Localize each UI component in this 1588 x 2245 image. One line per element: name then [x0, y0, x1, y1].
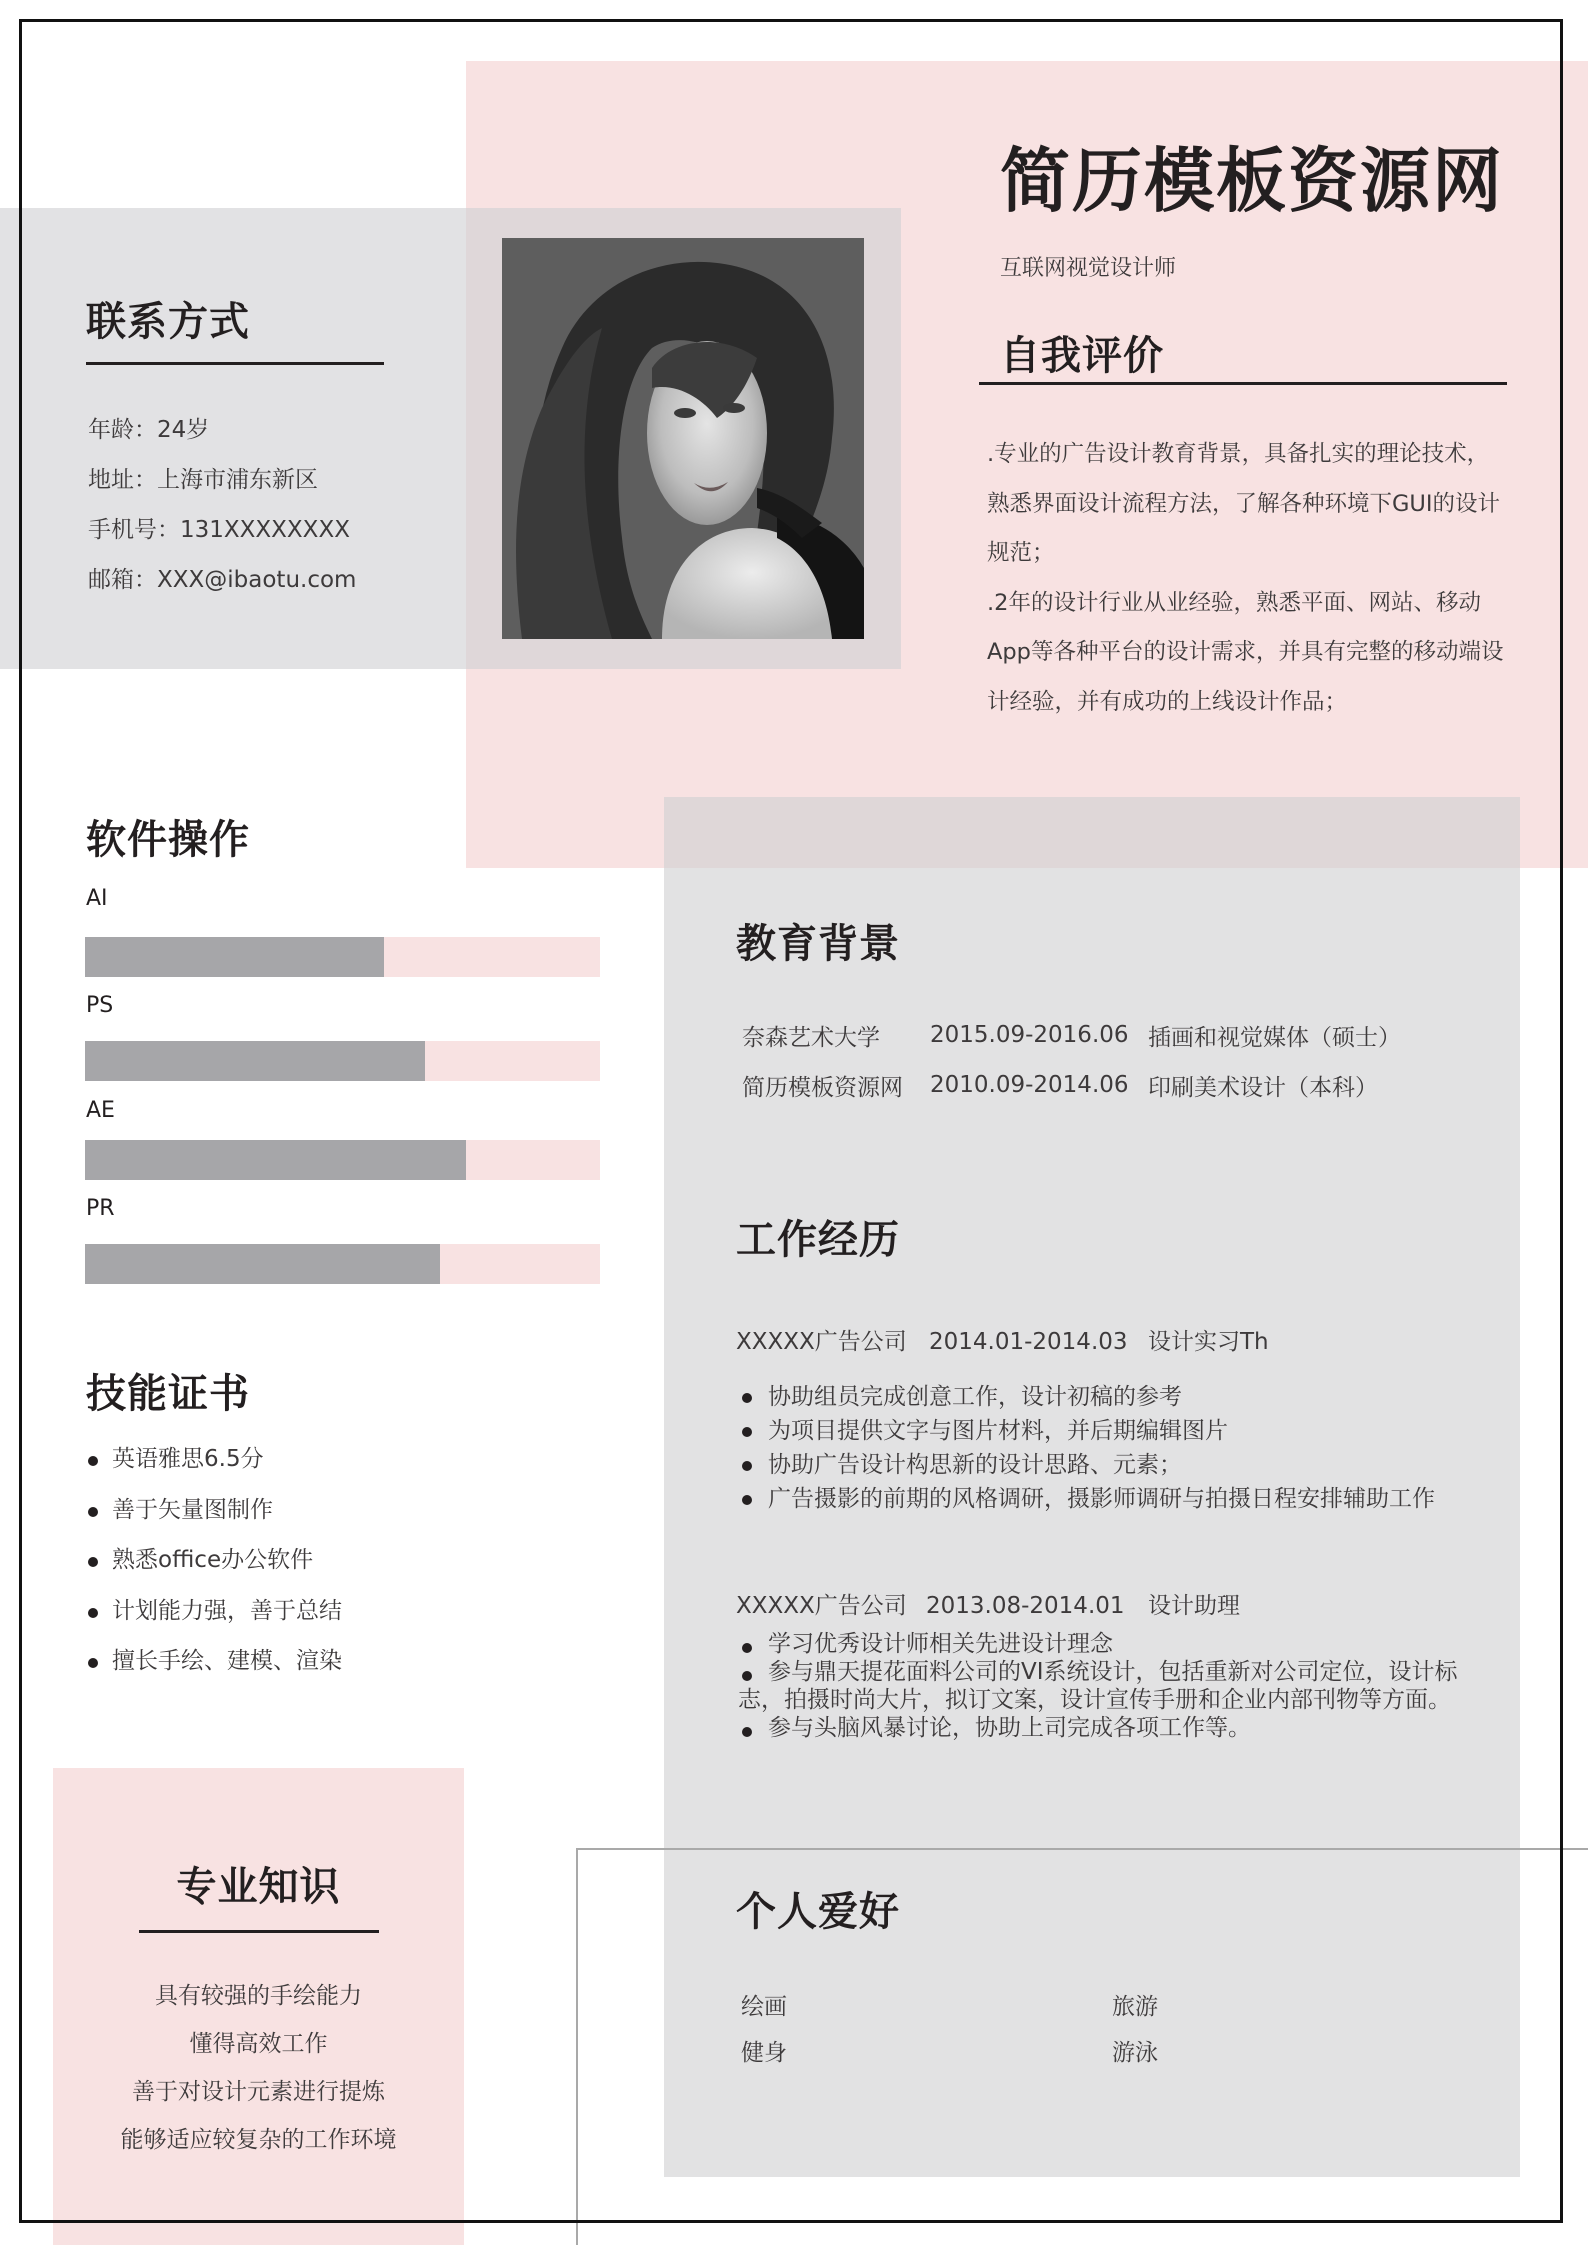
software-section-title: 软件操作	[86, 817, 250, 863]
hobbies-grid	[741, 1990, 1301, 2082]
candidate-name: 简历模板资源网	[1000, 140, 1504, 222]
education-major: 插画和视觉媒体（硕士）	[1148, 1024, 1401, 1051]
skill-bar-pr	[85, 1244, 600, 1284]
skill-fill-pr	[85, 1244, 440, 1284]
hobby-item: 健身	[741, 2040, 787, 2066]
portrait-photo	[502, 238, 864, 639]
job-role: 设计助理	[1148, 1593, 1240, 1619]
job-bullet: 协助组员完成创意工作，设计初稿的参考	[738, 1380, 1518, 1414]
self-evaluation-paragraph: .2年的设计行业从业经验，熟悉平面、网站、移动App等各种平台的设计需求，并具有完整的移动端设计经验，并有成功的上线设计作品；	[987, 589, 1504, 715]
education-table	[742, 1010, 1401, 1110]
education-major: 印刷美术设计（本科）	[1148, 1074, 1378, 1101]
certificate-item: 英语雅思6.5分	[88, 1437, 342, 1488]
contact-age: 年龄：24岁	[88, 417, 210, 443]
skill-fill-ai	[85, 937, 384, 977]
job-period: 2013.08-2014.01	[926, 1593, 1125, 1619]
job-role: 设计实习Th	[1148, 1329, 1269, 1355]
contact-phone: 手机号：131XXXXXXXX	[88, 517, 350, 543]
job-bullet: 为项目提供文字与图片材料，并后期编辑图片	[738, 1414, 1518, 1448]
professional-title-underline	[139, 1930, 379, 1933]
contact-address: 地址：上海市浦东新区	[88, 467, 318, 493]
job-period: 2014.01-2014.03	[929, 1329, 1128, 1355]
work-section-title: 工作经历	[736, 1217, 900, 1263]
education-row	[742, 1060, 1401, 1110]
job-bullets	[738, 1380, 1518, 1516]
job-company: XXXXX广告公司	[736, 1329, 907, 1355]
skill-fill-ae	[85, 1140, 466, 1180]
hobbies-section-title: 个人爱好	[736, 1889, 900, 1935]
job-bullet: 协助广告设计构思新的设计思路、元素；	[738, 1448, 1518, 1482]
certificate-item: 擅长手绘、建模、渲染	[88, 1639, 342, 1690]
certificate-item: 计划能力强，善于总结	[88, 1589, 342, 1640]
skill-label-ai: AI	[86, 886, 108, 911]
hobby-item: 游泳	[1112, 2040, 1158, 2066]
skill-fill-ps	[85, 1041, 425, 1081]
skill-label-ae: AE	[86, 1098, 115, 1123]
skill-label-ps: PS	[86, 993, 114, 1018]
skill-bar-ae	[85, 1140, 600, 1180]
professional-list	[53, 1972, 464, 2164]
self-evaluation-title: 自我评价	[1000, 333, 1164, 379]
hobby-item: 绘画	[741, 1994, 787, 2020]
portrait-image-icon	[502, 238, 864, 639]
job-title: 互联网视觉设计师	[1000, 256, 1177, 281]
education-period: 2015.09-2016.06	[930, 1022, 1129, 1048]
job-header	[736, 1587, 1240, 1620]
education-school: 奈森艺术大学	[742, 1024, 880, 1051]
certificates-section-title: 技能证书	[86, 1371, 250, 1417]
job-bullets	[738, 1630, 1478, 1742]
certificate-item: 熟悉office办公软件	[88, 1538, 342, 1589]
job-header	[736, 1323, 1269, 1356]
contact-email: 邮箱：XXX@ibaotu.com	[88, 567, 357, 593]
professional-section-title: 专业知识	[176, 1864, 341, 1910]
skill-bar-ps	[85, 1041, 600, 1081]
self-evaluation-text	[987, 430, 1507, 727]
job-bullet: 广告摄影的前期的风格调研，摄影师调研与拍摄日程安排辅助工作	[738, 1482, 1518, 1516]
professional-item: 懂得高效工作	[189, 2031, 328, 2057]
self-evaluation-paragraph: .专业的广告设计教育背景，具备扎实的理论技术，熟悉界面设计流程方法，了解各种环境下GUI的设计规范；	[987, 441, 1501, 566]
education-period: 2010.09-2014.06	[930, 1072, 1129, 1098]
job-bullet: 学习优秀设计师相关先进设计理念	[738, 1630, 1478, 1658]
hobby-item: 旅游	[1112, 1994, 1158, 2020]
education-row	[742, 1010, 1401, 1060]
skill-bar-ai	[85, 937, 600, 977]
job-company: XXXXX广告公司	[736, 1593, 907, 1619]
contact-section-title: 联系方式	[86, 299, 250, 345]
certificate-item: 善于矢量图制作	[88, 1488, 342, 1539]
skill-label-pr: PR	[86, 1196, 115, 1221]
job-bullet: 参与鼎天提花面料公司的VI系统设计，包括重新对公司定位，设计标志，拍摄时尚大片，拟订文案，设计宣传手册和企业内部刊物等方面。	[738, 1658, 1478, 1714]
professional-item: 具有较强的手绘能力	[155, 1983, 362, 2009]
professional-item: 善于对设计元素进行提炼	[132, 2079, 385, 2105]
professional-item: 能够适应较复杂的工作环境	[120, 2127, 397, 2153]
education-school: 简历模板资源网	[742, 1074, 903, 1101]
certificates-list	[88, 1437, 342, 1690]
education-section-title: 教育背景	[736, 921, 900, 967]
contact-list	[88, 405, 356, 605]
contact-title-underline	[86, 362, 384, 365]
self-evaluation-underline	[979, 382, 1507, 385]
job-bullet: 参与头脑风暴讨论，协助上司完成各项工作等。	[738, 1714, 1478, 1742]
